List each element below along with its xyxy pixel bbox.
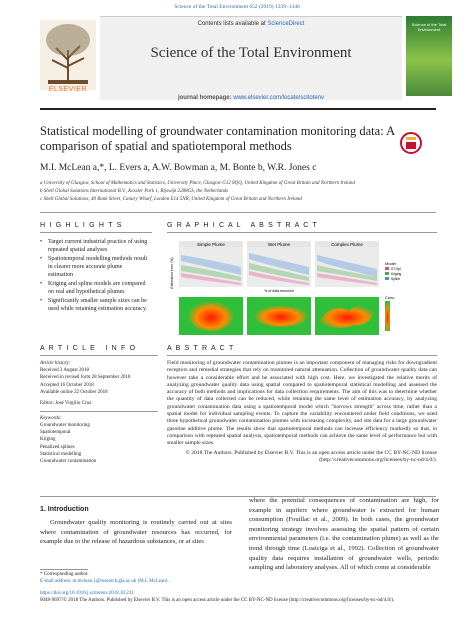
ga-panel-wet xyxy=(247,241,311,287)
contents-line xyxy=(100,21,402,27)
graphical-abstract-figure[interactable] xyxy=(167,237,437,337)
journal-homepage-link[interactable]: www.elsevier.com/locate/scitotenv xyxy=(233,95,325,101)
ga-conc-title: Conc. xyxy=(385,295,396,300)
keyword: Groundwater contamination xyxy=(40,458,97,464)
online-date: Available online 22 October 2018 xyxy=(40,389,108,395)
keywords-label: Keywords: xyxy=(40,415,62,421)
graphical-abstract-rule xyxy=(167,232,437,233)
ga-legend-item: Spline xyxy=(391,277,401,281)
ga-y-label: Estimation error (%) xyxy=(170,257,174,289)
ga-panel-title: Complex Plume xyxy=(331,241,363,247)
journal-masthead xyxy=(40,16,447,104)
header-divider xyxy=(40,212,436,213)
highlights-heading: H I G H L I G H T S xyxy=(40,222,123,229)
highlight-item: • Significantly smaller sample sizes can be used while retaining estimation accuracy. xyxy=(40,297,148,313)
affiliation-c: c Shell Global Solutions, 40 Bank Street, Canary Wharf, London E14 5NR, United Kingdom of Great Britain and Northern Ireland xyxy=(40,197,302,202)
keyword: Groundwater monitoring xyxy=(40,422,90,428)
graphical-abstract-heading: G R A P H I C A L A B S T R A C T xyxy=(167,222,318,229)
ga-panel-title: Simple Plume xyxy=(197,241,225,247)
article-title: Statistical modelling of groundwater contamination monitoring data: A comparison of spatial and spatiotemporal methods xyxy=(40,124,395,153)
article-info-heading: A R T I C L E I N F O xyxy=(40,345,137,352)
abstract-text: Field monitoring of groundwater contamination plumes is an important component of managing risks for downgradient receptors and remedial strategies that rely on monitored natural attenuation. Collection of groundwater quality data can however take a considerable effort and be associated with high cost. Here, we investigated the relative merits of analyzing groundwater quality data using spatial compared to spatiotemporal statistical modelling and assessed the accuracy of both methods and implications for data collection requirements. The aim of this was to determine whether the quantity of data collected can be reduced, while retaining the same level of estimation accuracy, by analyzing groundwater contamination data using a spatiotemporal model which "borrows strength" across time, rather than a spatial model for individual sampling events. To capture the variability encountered under field conditions, we used three hypothetical groundwater contamination plumes with increasing complexity, and site data for a large groundwater gasoline additive plume. The results show that spatiotemporal methods can increase efficiency markedly so that, in comparison with repeated spatial analysis, spatiotemporal methods can achieve the same level of performance but with smaller sample sizes. xyxy=(167,360,437,447)
affiliations xyxy=(40,180,440,204)
received-date: Received 3 August 2018 xyxy=(40,368,90,374)
masthead-center-panel xyxy=(100,16,402,100)
article-info-rule xyxy=(40,355,158,356)
footnote-rule xyxy=(40,569,88,570)
elsevier-wordmark: ELSEVIER xyxy=(48,86,88,93)
author-list: M.I. McLean a,*, L. Evers a, A.W. Bowman a, M. Bonte b, W.R. Jones c xyxy=(40,163,317,173)
highlight-item: • Target current industrial practice of using repeated spatial analyses xyxy=(40,238,148,254)
publication-footer xyxy=(40,590,440,604)
elsevier-tree-logo[interactable] xyxy=(40,16,96,94)
ga-x-label: % of data removed xyxy=(264,289,294,293)
ga-legend-item: ST-Spl xyxy=(391,267,401,271)
keyword: Statistical modelling xyxy=(40,451,82,457)
keyword: Spatiotemporal xyxy=(40,430,71,436)
abstract-rule xyxy=(167,355,437,356)
affiliation-b: b Shell Global Solutions International B.V., Kessler Park 1, Rijswijk 2288GS, the Netherlands xyxy=(40,189,229,194)
ga-panel-simple xyxy=(179,241,243,287)
intro-right-column xyxy=(249,496,439,573)
editor: Editor: José Virgilio Cruz xyxy=(40,401,92,407)
ga-legend-title: Model xyxy=(385,261,396,266)
ga-color-scale xyxy=(385,301,390,331)
corresponding-author: * Corresponding author. xyxy=(40,572,89,577)
doi-link[interactable]: https://doi.org/10.1016/j.scitotenv.2018.10.231 xyxy=(40,591,134,596)
journal-name: Science of the Total Environment xyxy=(150,45,352,61)
keywords-rule xyxy=(40,411,158,412)
footnotes xyxy=(40,571,240,585)
homepage-prefix: journal homepage: xyxy=(177,95,232,101)
highlight-item: • Spatiotemporal modelling methods result in clearer more accurate plume estimation xyxy=(40,255,148,279)
ga-legend-item: Kriging xyxy=(391,272,402,276)
keyword: Penalized splines xyxy=(40,444,75,450)
ga-legend xyxy=(385,261,401,281)
abstract-heading: A B S T R A C T xyxy=(167,345,235,352)
intro-heading: 1. Introduction xyxy=(40,506,89,513)
revised-date: Received in revised form 28 September 2018 xyxy=(40,375,131,381)
journal-citation-header[interactable]: Science of the Total Environment 652 (2019) 1339–1346 xyxy=(174,4,300,10)
check-for-updates-icon[interactable] xyxy=(400,132,422,154)
history-label: Article history: xyxy=(40,361,71,366)
accepted-date: Accepted 16 October 2018 xyxy=(40,382,94,388)
intro-paragraph-right: where the potential consequences of contamination are high, for example in aquifers where groundwater is extracted for human consumption (Fouillac et al., 2009). In both cases, the groundwater monitoring strategy involves assessing the spatial pattern of certain environmental parameters (i.e. the contamination plume) as well as the trend through time (Loaiciga et al., 1992). Collection of groundwater quality data requires installation of groundwater wells, periodic sampling and laboratory analyses. All of which come at considerable xyxy=(249,497,439,572)
author-email-link[interactable]: E-mail address: m.mclean.1@research.gla.ac.uk (M.I. McLean). xyxy=(40,579,169,584)
journal-homepage-line xyxy=(100,95,402,101)
cover-title: Science of the Total Environment xyxy=(411,22,447,32)
intro-paragraph-left: Groundwater quality monitoring is routinely carried out at sites where contamination of groundwater resources has occurred, for example due to the release of hazardous substances, or at sites xyxy=(40,519,232,546)
article-info xyxy=(40,360,158,465)
abstract-copyright: © 2018 The Authors. Published by Elsevier B.V. This is an open access article under the CC BY-NC-ND license (http://creativecommons.org/licenses/by-nc-nd/4.0/). xyxy=(185,449,437,463)
ga-panel-title: Wet Plume xyxy=(268,241,290,247)
keyword: Kriging xyxy=(40,437,56,443)
issn-license: 0048-9697/© 2018 The Authors. Published by Elsevier B.V. This is an open access article under the CC BY-NC-ND license (http://creativecommons.org/licenses/by-nc-nd/4.0/). xyxy=(40,598,395,603)
affiliation-a: a University of Glasgow, School of Mathematics and Statistics, University Place, Glasgow G12 8QQ, United Kingdom of Great Britain and Northern Ireland xyxy=(40,181,355,186)
highlights-rule xyxy=(40,232,152,233)
abstract-body xyxy=(167,360,437,464)
masthead-divider xyxy=(40,108,436,110)
highlights-list xyxy=(40,238,148,314)
sciencedirect-link[interactable]: ScienceDirect xyxy=(267,21,305,27)
ga-panel-complex xyxy=(315,241,379,287)
highlight-item: • Kriging and spline models are compared on real and hypothetical plumes xyxy=(40,280,148,296)
intro-left-column xyxy=(40,506,232,547)
contents-prefix: Contents lists available at xyxy=(197,21,266,27)
journal-cover-image[interactable] xyxy=(406,16,452,96)
